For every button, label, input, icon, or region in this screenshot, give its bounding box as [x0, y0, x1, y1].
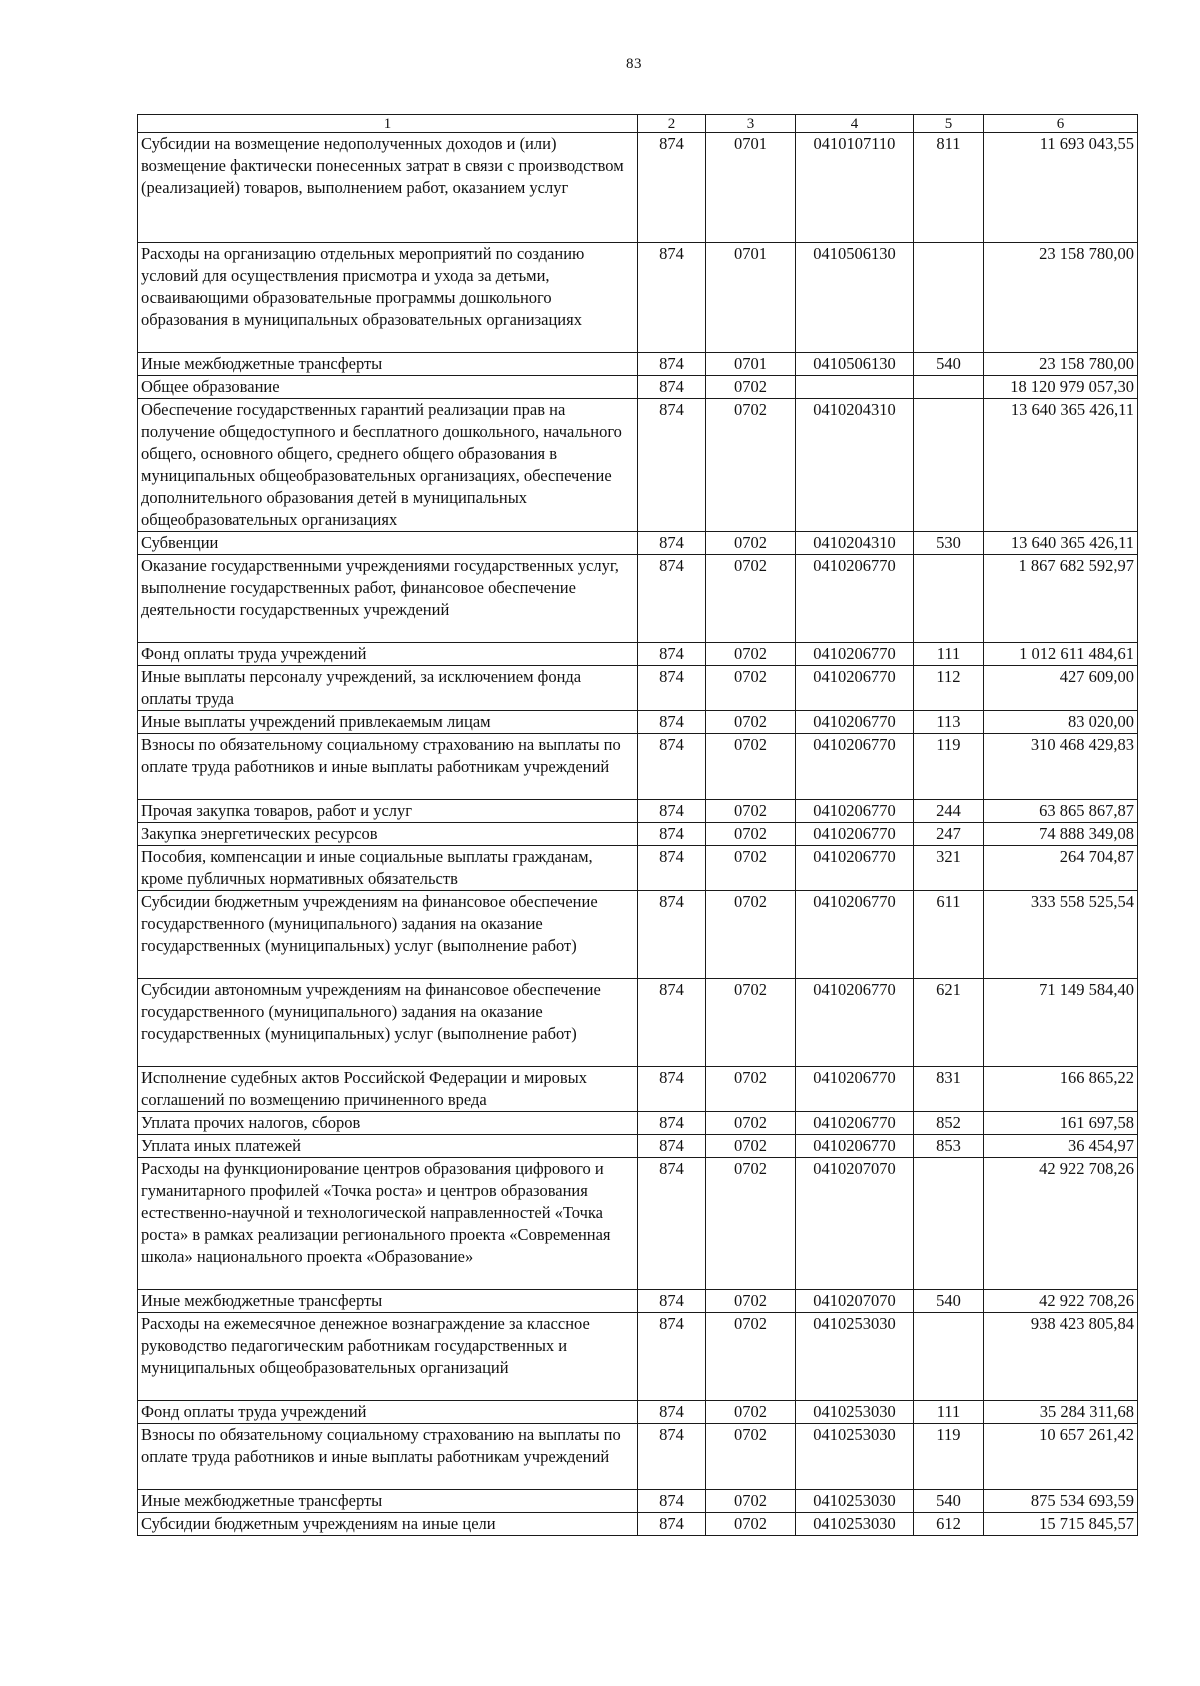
row-section-cell: 0702	[706, 1313, 796, 1401]
row-section-cell: 0702	[706, 555, 796, 643]
row-target-article-cell: 0410206770	[796, 1135, 914, 1158]
row-section-cell: 0702	[706, 666, 796, 711]
row-target-article-cell: 0410206770	[796, 979, 914, 1067]
row-amount-cell: 18 120 979 057,30	[984, 376, 1138, 399]
row-section-cell: 0702	[706, 399, 796, 532]
row-grbs-cell: 874	[638, 1513, 706, 1536]
table-row	[138, 1424, 1138, 1490]
row-amount-cell: 42 922 708,26	[984, 1158, 1138, 1290]
table-header-row	[138, 115, 1138, 133]
row-target-article-cell: 0410204310	[796, 399, 914, 532]
row-grbs-cell: 874	[638, 666, 706, 711]
row-section-cell: 0701	[706, 353, 796, 376]
row-name-cell: Уплата иных платежей	[138, 1135, 638, 1158]
row-section-cell: 0702	[706, 1290, 796, 1313]
table-row	[138, 243, 1138, 353]
row-target-article-cell: 0410506130	[796, 243, 914, 353]
row-amount-cell: 166 865,22	[984, 1067, 1138, 1112]
row-name-cell: Иные выплаты учреждений привлекаемым лицам	[138, 711, 638, 734]
row-amount-cell: 36 454,97	[984, 1135, 1138, 1158]
row-grbs-cell: 874	[638, 643, 706, 666]
row-target-article-cell: 0410206770	[796, 734, 914, 800]
row-section-cell: 0702	[706, 643, 796, 666]
row-name-cell: Прочая закупка товаров, работ и услуг	[138, 800, 638, 823]
row-name-cell: Взносы по обязательному социальному страхованию на выплаты по оплате труда работников и иные выплаты работникам учреждений	[138, 1424, 638, 1490]
column-header: 3	[706, 115, 796, 133]
row-section-cell: 0702	[706, 800, 796, 823]
row-grbs-cell: 874	[638, 133, 706, 243]
row-target-article-cell: 0410206770	[796, 711, 914, 734]
row-expense-type-cell: 811	[914, 133, 984, 243]
row-target-article-cell: 0410206770	[796, 800, 914, 823]
row-grbs-cell: 874	[638, 1424, 706, 1490]
table-row	[138, 734, 1138, 800]
row-section-cell: 0702	[706, 376, 796, 399]
row-name-cell: Иные межбюджетные трансферты	[138, 353, 638, 376]
row-amount-cell: 71 149 584,40	[984, 979, 1138, 1067]
row-target-article-cell: 0410253030	[796, 1513, 914, 1536]
row-grbs-cell: 874	[638, 1158, 706, 1290]
table-row	[138, 711, 1138, 734]
row-grbs-cell: 874	[638, 243, 706, 353]
column-header: 4	[796, 115, 914, 133]
page-number: 83	[626, 56, 642, 72]
row-amount-cell: 264 704,87	[984, 846, 1138, 891]
row-section-cell: 0702	[706, 1112, 796, 1135]
row-amount-cell: 310 468 429,83	[984, 734, 1138, 800]
row-name-cell: Фонд оплаты труда учреждений	[138, 1401, 638, 1424]
row-section-cell: 0702	[706, 1158, 796, 1290]
column-header: 1	[138, 115, 638, 133]
row-expense-type-cell: 321	[914, 846, 984, 891]
row-expense-type-cell: 540	[914, 1490, 984, 1513]
table-row	[138, 1313, 1138, 1401]
row-amount-cell: 1 867 682 592,97	[984, 555, 1138, 643]
table-row	[138, 1158, 1138, 1290]
row-target-article-cell: 0410253030	[796, 1490, 914, 1513]
row-section-cell: 0702	[706, 734, 796, 800]
row-section-cell: 0702	[706, 979, 796, 1067]
row-expense-type-cell: 119	[914, 1424, 984, 1490]
row-expense-type-cell: 530	[914, 532, 984, 555]
row-amount-cell: 875 534 693,59	[984, 1490, 1138, 1513]
row-target-article-cell: 0410206770	[796, 823, 914, 846]
row-name-cell: Уплата прочих налогов, сборов	[138, 1112, 638, 1135]
row-target-article-cell: 0410206770	[796, 1067, 914, 1112]
row-section-cell: 0702	[706, 846, 796, 891]
row-expense-type-cell: 853	[914, 1135, 984, 1158]
table-row	[138, 1067, 1138, 1112]
row-section-cell: 0702	[706, 1067, 796, 1112]
row-name-cell: Субсидии бюджетным учреждениям на иные цели	[138, 1513, 638, 1536]
row-expense-type-cell: 621	[914, 979, 984, 1067]
row-target-article-cell: 0410206770	[796, 643, 914, 666]
row-section-cell: 0702	[706, 711, 796, 734]
row-target-article-cell: 0410107110	[796, 133, 914, 243]
row-target-article-cell: 0410206770	[796, 891, 914, 979]
row-amount-cell: 938 423 805,84	[984, 1313, 1138, 1401]
row-expense-type-cell	[914, 555, 984, 643]
table-row	[138, 1401, 1138, 1424]
row-expense-type-cell	[914, 1158, 984, 1290]
row-grbs-cell: 874	[638, 734, 706, 800]
row-expense-type-cell: 111	[914, 1401, 984, 1424]
row-grbs-cell: 874	[638, 1112, 706, 1135]
row-section-cell: 0701	[706, 243, 796, 353]
row-expense-type-cell: 540	[914, 353, 984, 376]
table-row	[138, 891, 1138, 979]
table-row	[138, 666, 1138, 711]
row-expense-type-cell: 540	[914, 1290, 984, 1313]
row-name-cell: Иные межбюджетные трансферты	[138, 1290, 638, 1313]
row-amount-cell: 42 922 708,26	[984, 1290, 1138, 1313]
row-amount-cell: 427 609,00	[984, 666, 1138, 711]
row-target-article-cell	[796, 376, 914, 399]
row-grbs-cell: 874	[638, 1401, 706, 1424]
row-section-cell: 0701	[706, 133, 796, 243]
row-expense-type-cell	[914, 1313, 984, 1401]
row-amount-cell: 1 012 611 484,61	[984, 643, 1138, 666]
row-expense-type-cell: 852	[914, 1112, 984, 1135]
row-expense-type-cell: 244	[914, 800, 984, 823]
row-name-cell: Исполнение судебных актов Российской Федерации и мировых соглашений по возмещению причиненного вреда	[138, 1067, 638, 1112]
row-name-cell: Общее образование	[138, 376, 638, 399]
table-row	[138, 555, 1138, 643]
row-target-article-cell: 0410207070	[796, 1290, 914, 1313]
row-grbs-cell: 874	[638, 376, 706, 399]
table-row	[138, 979, 1138, 1067]
row-amount-cell: 13 640 365 426,11	[984, 399, 1138, 532]
row-amount-cell: 13 640 365 426,11	[984, 532, 1138, 555]
row-amount-cell: 35 284 311,68	[984, 1401, 1138, 1424]
row-grbs-cell: 874	[638, 1313, 706, 1401]
row-name-cell: Обеспечение государственных гарантий реализации прав на получение общедоступного и бесплатного дошкольного, начального общего, основного общего, среднего общего образования в муниципальных общеобразовательных организациях, обеспечение дополнительного образования детей в муниципальных общеобразовательных организациях	[138, 399, 638, 532]
row-amount-cell: 15 715 845,57	[984, 1513, 1138, 1536]
table-row	[138, 399, 1138, 532]
row-grbs-cell: 874	[638, 1290, 706, 1313]
row-amount-cell: 83 020,00	[984, 711, 1138, 734]
row-grbs-cell: 874	[638, 800, 706, 823]
row-grbs-cell: 874	[638, 399, 706, 532]
row-section-cell: 0702	[706, 1135, 796, 1158]
table-row	[138, 800, 1138, 823]
row-target-article-cell: 0410506130	[796, 353, 914, 376]
row-target-article-cell: 0410253030	[796, 1401, 914, 1424]
row-amount-cell: 23 158 780,00	[984, 353, 1138, 376]
table-row	[138, 376, 1138, 399]
row-amount-cell: 23 158 780,00	[984, 243, 1138, 353]
row-expense-type-cell: 119	[914, 734, 984, 800]
row-target-article-cell: 0410253030	[796, 1313, 914, 1401]
row-section-cell: 0702	[706, 1401, 796, 1424]
row-expense-type-cell: 113	[914, 711, 984, 734]
row-grbs-cell: 874	[638, 353, 706, 376]
table-row	[138, 353, 1138, 376]
table-row	[138, 1290, 1138, 1313]
row-name-cell: Взносы по обязательному социальному страхованию на выплаты по оплате труда работников и иные выплаты работникам учреждений	[138, 734, 638, 800]
row-name-cell: Иные межбюджетные трансферты	[138, 1490, 638, 1513]
column-header: 6	[984, 115, 1138, 133]
row-grbs-cell: 874	[638, 711, 706, 734]
row-expense-type-cell: 831	[914, 1067, 984, 1112]
row-grbs-cell: 874	[638, 1490, 706, 1513]
row-section-cell: 0702	[706, 532, 796, 555]
row-name-cell: Иные выплаты персоналу учреждений, за исключением фонда оплаты труда	[138, 666, 638, 711]
row-target-article-cell: 0410206770	[796, 1112, 914, 1135]
table-row	[138, 532, 1138, 555]
row-expense-type-cell	[914, 243, 984, 353]
row-name-cell: Фонд оплаты труда учреждений	[138, 643, 638, 666]
row-grbs-cell: 874	[638, 555, 706, 643]
row-section-cell: 0702	[706, 891, 796, 979]
row-amount-cell: 333 558 525,54	[984, 891, 1138, 979]
row-amount-cell: 11 693 043,55	[984, 133, 1138, 243]
row-amount-cell: 74 888 349,08	[984, 823, 1138, 846]
budget-table	[137, 114, 1138, 1536]
row-name-cell: Оказание государственными учреждениями государственных услуг, выполнение государственных работ, финансовое обеспечение деятельности государственных учреждений	[138, 555, 638, 643]
table-row	[138, 1513, 1138, 1536]
row-grbs-cell: 874	[638, 1067, 706, 1112]
table-row	[138, 1490, 1138, 1513]
row-grbs-cell: 874	[638, 532, 706, 555]
table-row	[138, 846, 1138, 891]
row-expense-type-cell: 112	[914, 666, 984, 711]
row-expense-type-cell: 111	[914, 643, 984, 666]
row-name-cell: Расходы на ежемесячное денежное вознаграждение за классное руководство педагогическим работникам государственных и муниципальных общеобразовательных организаций	[138, 1313, 638, 1401]
row-target-article-cell: 0410204310	[796, 532, 914, 555]
table-row	[138, 823, 1138, 846]
row-grbs-cell: 874	[638, 891, 706, 979]
row-amount-cell: 63 865 867,87	[984, 800, 1138, 823]
row-name-cell: Расходы на функционирование центров образования цифрового и гуманитарного профилей «Точка роста» и центров образования естественно-научной и технологической направленностей «Точка роста» в рамках реализации регионального проекта «Современная школа» национального проекта «Образование»	[138, 1158, 638, 1290]
row-name-cell: Субсидии автономным учреждениям на финансовое обеспечение государственного (муниципального) задания на оказание государственных (муниципальных) услуг (выполнение работ)	[138, 979, 638, 1067]
row-amount-cell: 10 657 261,42	[984, 1424, 1138, 1490]
column-header: 5	[914, 115, 984, 133]
row-section-cell: 0702	[706, 823, 796, 846]
row-name-cell: Субсидии на возмещение недополученных доходов и (или) возмещение фактически понесенных затрат в связи с производством (реализацией) товаров, выполнением работ, оказанием услуг	[138, 133, 638, 243]
row-section-cell: 0702	[706, 1513, 796, 1536]
column-header: 2	[638, 115, 706, 133]
row-target-article-cell: 0410206770	[796, 666, 914, 711]
row-target-article-cell: 0410206770	[796, 555, 914, 643]
row-name-cell: Пособия, компенсации и иные социальные выплаты гражданам, кроме публичных нормативных обязательств	[138, 846, 638, 891]
row-expense-type-cell	[914, 376, 984, 399]
row-grbs-cell: 874	[638, 979, 706, 1067]
row-name-cell: Расходы на организацию отдельных мероприятий по созданию условий для осуществления присмотра и ухода за детьми, осваивающими образовательные программы дошкольного образования в муниципальных образовательных организациях	[138, 243, 638, 353]
row-name-cell: Субвенции	[138, 532, 638, 555]
row-grbs-cell: 874	[638, 823, 706, 846]
row-expense-type-cell: 611	[914, 891, 984, 979]
row-target-article-cell: 0410253030	[796, 1424, 914, 1490]
table-row	[138, 643, 1138, 666]
row-name-cell: Субсидии бюджетным учреждениям на финансовое обеспечение государственного (муниципального) задания на оказание государственных (муниципальных) услуг (выполнение работ)	[138, 891, 638, 979]
row-grbs-cell: 874	[638, 846, 706, 891]
row-amount-cell: 161 697,58	[984, 1112, 1138, 1135]
row-expense-type-cell: 247	[914, 823, 984, 846]
row-name-cell: Закупка энергетических ресурсов	[138, 823, 638, 846]
table-row	[138, 133, 1138, 243]
table-row	[138, 1112, 1138, 1135]
table-row	[138, 1135, 1138, 1158]
row-expense-type-cell: 612	[914, 1513, 984, 1536]
row-section-cell: 0702	[706, 1424, 796, 1490]
row-expense-type-cell	[914, 399, 984, 532]
row-section-cell: 0702	[706, 1490, 796, 1513]
row-target-article-cell: 0410207070	[796, 1158, 914, 1290]
row-grbs-cell: 874	[638, 1135, 706, 1158]
row-target-article-cell: 0410206770	[796, 846, 914, 891]
